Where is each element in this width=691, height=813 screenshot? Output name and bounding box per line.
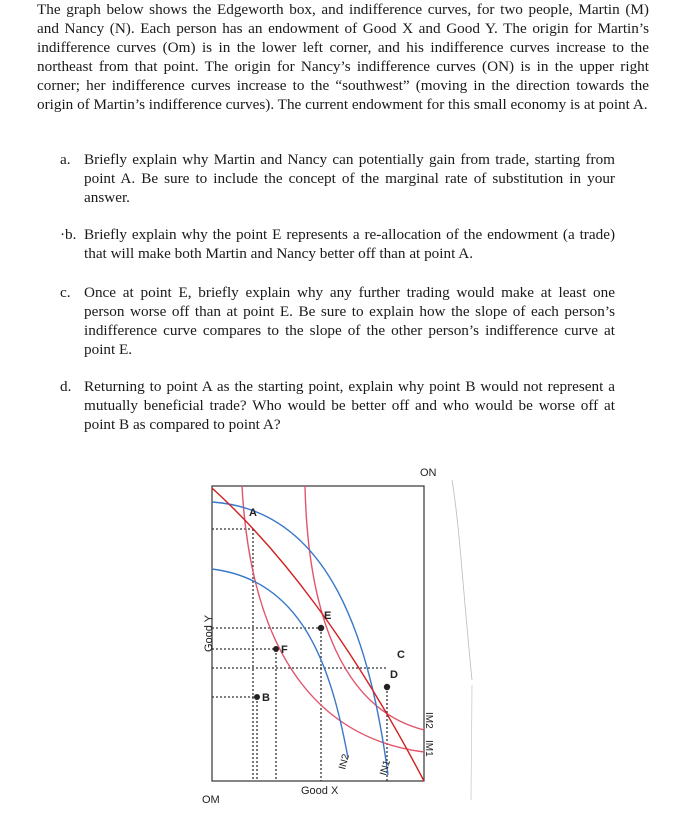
scan-stray-mark — [452, 480, 472, 680]
im2-label: IM2 — [423, 712, 434, 729]
edgeworth-box-figure — [190, 440, 640, 813]
scan-stray-line — [471, 685, 472, 800]
y-axis-label: Good Y — [203, 614, 215, 652]
point-f-label: F — [281, 644, 288, 656]
contract-curve — [212, 488, 424, 781]
martin-indifference-curve-1 — [242, 486, 424, 752]
question-a — [60, 150, 615, 207]
edgeworth-box-frame — [212, 486, 424, 781]
intro-paragraph: The graph below shows the Edgeworth box, and indifference curves, for two people, Martin (M) and Nancy (N). Each person has an endowment of Good X and Good Y. The origin for Martin’s indifference curves (Om) is in the lower left corner, and his indifference curves increase to the northeast from that point. The origin for Nancy’s indifference curves (ON) is in the upper right corner; her indifference curves increase to the “southwest” (moving in the direction towards the origin of Martin’s indifference curves). The current endowment for this small economy is at point A. — [37, 1, 649, 113]
question-c-text: Once at point E, briefly explain why any further trading would make at least one person worse off than at point E. Be sure to explain how the slope of each person’s indifference curve compares to the slope of the other person’s indifference curve at point E. — [84, 284, 615, 358]
question-d-letter: d. — [60, 378, 72, 395]
im1-label: IM1 — [423, 740, 434, 757]
point-e-label: E — [324, 610, 332, 622]
in2-label: IN2 — [337, 752, 352, 771]
point-e-marker — [318, 625, 324, 631]
guide-lines — [212, 529, 387, 781]
in1-label: IN1 — [378, 758, 393, 777]
origin-n-label: ON — [420, 467, 437, 479]
origin-m-label: OM — [202, 794, 220, 806]
point-f-marker — [273, 646, 279, 652]
point-b-label: B — [262, 692, 270, 704]
martin-indifference-curve-2 — [305, 486, 424, 730]
edgeworth-box-svg — [190, 440, 640, 813]
point-d-marker — [384, 684, 390, 690]
question-c — [60, 283, 615, 359]
question-a-text: Briefly explain why Martin and Nancy can potentially gain from trade, starting from point A. Be sure to include the concept of the marginal rate of substitution in your answer. — [84, 151, 615, 206]
question-d — [60, 377, 615, 434]
question-d-text: Returning to point A as the starting point, explain why point B would not represent a mutually beneficial trade? Who would be better off and who would be worse off at point B as compared to point A? — [84, 378, 615, 433]
point-c-label: C — [397, 649, 405, 661]
x-axis-label: Good X — [301, 785, 339, 797]
point-a-label: A — [249, 507, 257, 519]
point-b-marker — [254, 694, 260, 700]
question-b-text: Briefly explain why the point E represents a re-allocation of the endowment (a trade) that will make both Martin and Nancy better off than at point A. — [84, 226, 615, 262]
question-c-letter: c. — [60, 284, 71, 301]
nancy-indifference-curve-2 — [212, 569, 348, 758]
question-b — [60, 225, 615, 263]
question-a-letter: a. — [60, 151, 71, 168]
point-d-label: D — [390, 669, 398, 681]
question-b-letter: ·b. — [60, 226, 77, 243]
